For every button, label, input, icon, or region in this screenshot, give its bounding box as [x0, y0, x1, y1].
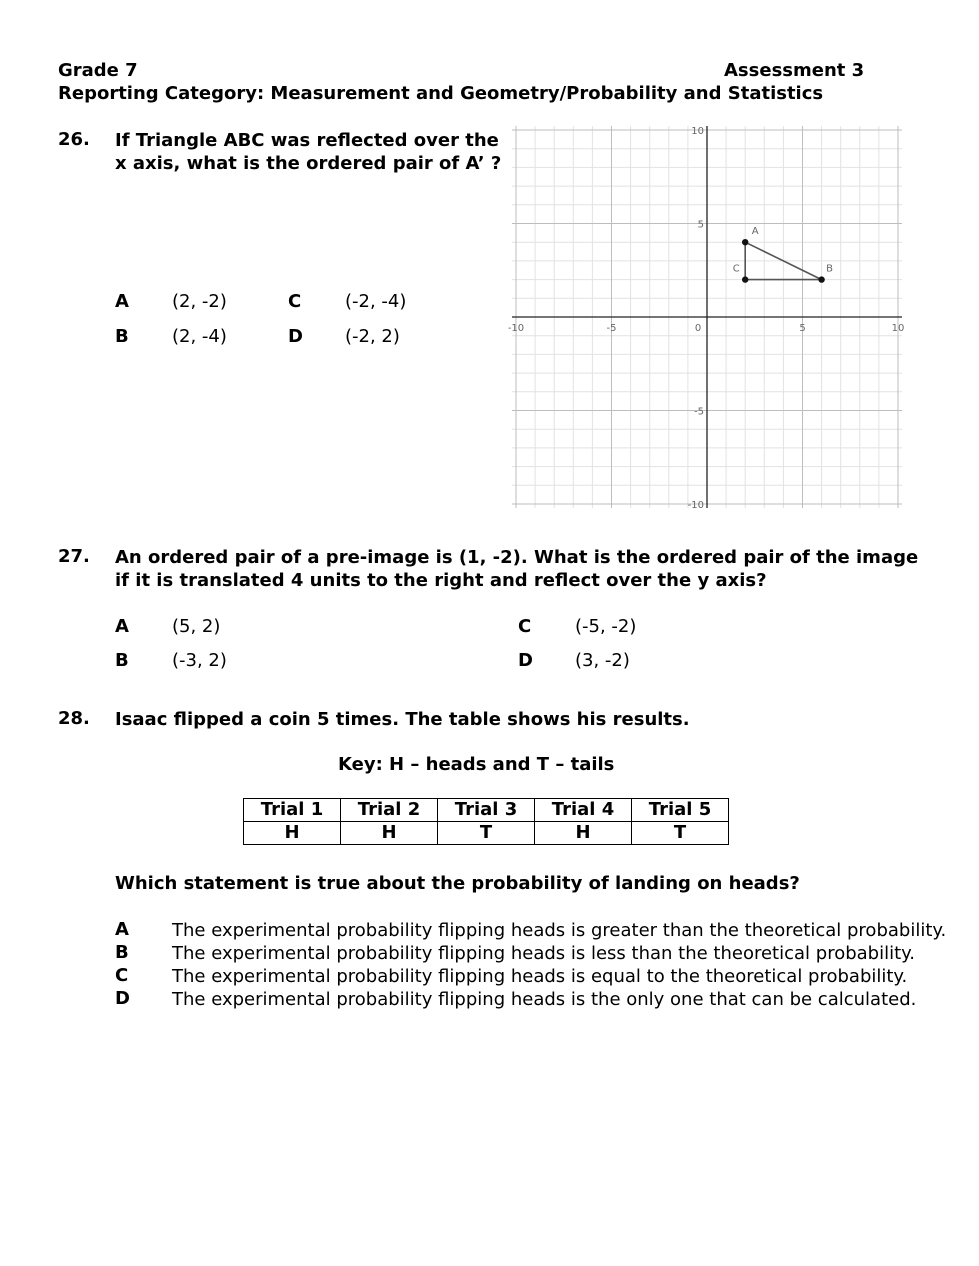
- q27-option-a-text: (5, 2): [172, 616, 221, 637]
- trial-result: H: [341, 822, 438, 845]
- q26-option-d-text: (-2, 2): [345, 326, 400, 347]
- trial-result: T: [632, 822, 729, 845]
- vertex-point-c: [742, 276, 748, 282]
- q27-text: An ordered pair of a pre-image is (1, -2). What is the ordered pair of the image if it is translated 4 units to the right and reflect over the y axis?: [115, 547, 919, 591]
- q27-option-d-text: (3, -2): [575, 650, 630, 671]
- trial-result: H: [535, 822, 632, 845]
- q26-option-a-letter: A: [115, 291, 129, 312]
- q27-option-c-letter: C: [518, 616, 532, 637]
- q28-text: Isaac flipped a coin 5 times. The table shows his results.: [115, 709, 690, 730]
- y-tick-label: 10: [691, 126, 704, 137]
- q27-option-d-letter: D: [518, 650, 533, 671]
- trial-header: Trial 3: [438, 799, 535, 822]
- q27-option-c-text: (-5, -2): [575, 616, 637, 637]
- reporting-category: Reporting Category: Measurement and Geometry/Probability and Statistics: [58, 83, 824, 104]
- q28-option-d-text: The experimental probability flipping heads is the only one that can be calculated.: [172, 989, 917, 1010]
- q27-option-a-letter: A: [115, 616, 129, 637]
- q27-number: 27.: [58, 546, 90, 567]
- vertex-label-b: B: [826, 263, 834, 275]
- q26-option-b-letter: B: [115, 326, 129, 347]
- trial-header: Trial 5: [632, 799, 729, 822]
- q27-option-b-letter: B: [115, 650, 129, 671]
- q26-option-d-letter: D: [288, 326, 303, 347]
- vertex-label-a: A: [751, 226, 759, 238]
- q28-option-c-text: The experimental probability flipping heads is equal to the theoretical probability.: [172, 966, 908, 987]
- q26-number: 26.: [58, 129, 90, 150]
- trial-header: Trial 4: [535, 799, 632, 822]
- x-tick-label: -5: [606, 323, 617, 334]
- q28-option-c-letter: C: [115, 965, 129, 986]
- q28-number: 28.: [58, 708, 90, 729]
- q26-option-c-text: (-2, -4): [345, 291, 407, 312]
- y-tick-label: -10: [687, 500, 704, 511]
- axes: [512, 126, 902, 508]
- trials-header-row: [244, 799, 729, 822]
- q27-option-b-text: (-3, 2): [172, 650, 227, 671]
- assessment-label: Assessment 3: [724, 60, 865, 81]
- vertex-label-c: C: [732, 263, 740, 275]
- q28-option-a-text: The experimental probability flipping heads is greater than the theoretical probability.: [172, 920, 947, 941]
- coordinate-grid: [507, 122, 905, 511]
- trial-header: Trial 2: [341, 799, 438, 822]
- trials-result-row: [244, 822, 729, 845]
- y-tick-label: -5: [694, 406, 704, 418]
- q26-option-a-text: (2, -2): [172, 291, 227, 312]
- q28-option-b-letter: B: [115, 942, 129, 963]
- q26-option-c-letter: C: [288, 291, 302, 312]
- q28-question: Which statement is true about the probability of landing on heads?: [115, 873, 800, 894]
- q28-option-b-text: The experimental probability flipping heads is less than the theoretical probability.: [172, 943, 915, 964]
- q26-option-b-text: (2, -4): [172, 326, 227, 347]
- trials-table: [243, 798, 729, 845]
- q28-option-a-letter: A: [115, 919, 129, 940]
- grade-label: Grade 7: [58, 60, 138, 81]
- x-tick-label: -10: [507, 323, 525, 334]
- vertex-point-b: [818, 276, 824, 282]
- trial-header: Trial 1: [244, 799, 341, 822]
- x-tick-label: 0: [694, 323, 702, 334]
- q26-text: If Triangle ABC was reflected over the x axis, what is the ordered pair of A’ ?: [115, 130, 502, 174]
- trial-result: T: [438, 822, 535, 845]
- q28-key: Key: H – heads and T – tails: [338, 754, 615, 775]
- x-tick-label: 5: [799, 323, 806, 334]
- vertex-point-a: [742, 239, 748, 245]
- trial-result: H: [244, 822, 341, 845]
- y-tick-label: 5: [697, 219, 704, 231]
- q28-option-d-letter: D: [115, 988, 130, 1009]
- tick-labels: [508, 126, 905, 511]
- x-tick-label: 10: [891, 323, 905, 334]
